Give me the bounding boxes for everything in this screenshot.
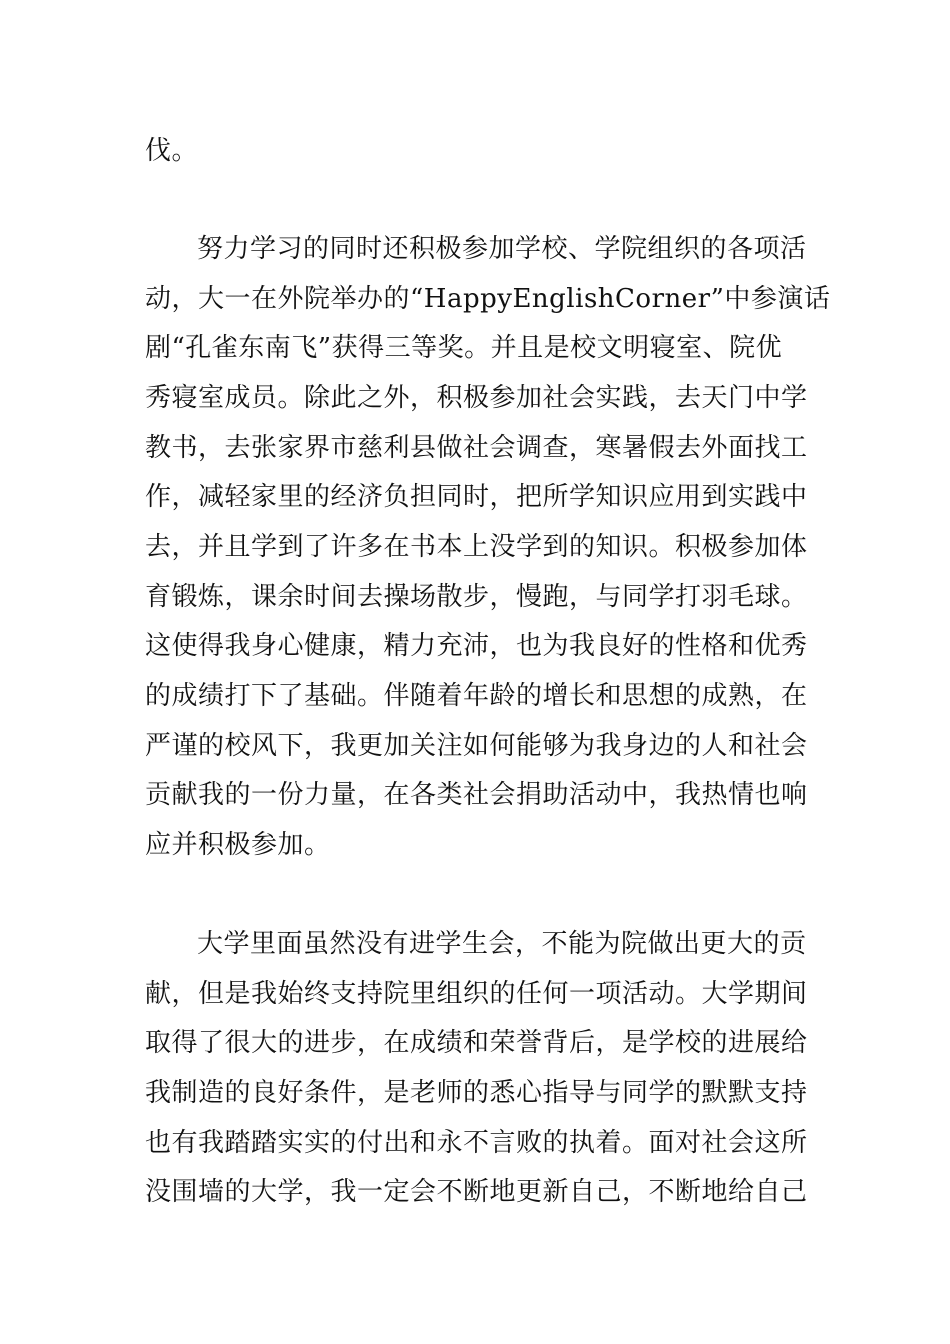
paragraph-2-line-4: 秀寝室成员。除此之外，积极参加社会实践，去天门中学 (145, 383, 808, 413)
paragraph-2-line-5: 教书，去张家界市慈利县做社会调查，寒暑假去外面找工 (145, 433, 808, 463)
paragraph-2-line-11: 严谨的校风下，我更加关注如何能够为我身边的人和社会 (145, 731, 808, 761)
paragraph-2-line-10: 的成绩打下了基础。伴随着年龄的增长和思想的成熟，在 (145, 681, 808, 711)
paragraph-3-line-1: 大学里面虽然没有进学生会，不能为院做出更大的贡 (197, 929, 807, 959)
paragraph-2-line-2: 动，大一在外院举办的“HappyEnglishCorner”中参演话 (145, 284, 831, 314)
paragraph-2-line-8: 育锻炼，课余时间去操场散步，慢跑，与同学打羽毛球。 (145, 582, 808, 612)
paragraph-2-line-13: 应并积极参加。 (145, 830, 331, 860)
paragraph-2-line-6: 作，减轻家里的经济负担同时，把所学知识应用到实践中 (145, 482, 808, 512)
paragraph-3-line-5: 也有我踏踏实实的付出和永不言败的执着。面对社会这所 (145, 1128, 808, 1158)
paragraph-3-line-6: 没围墙的大学，我一定会不断地更新自己，不断地给自己 (145, 1177, 808, 1207)
paragraph-2-line-3: 剧“孔雀东南飞”获得三等奖。并且是校文明寝室、院优 (145, 333, 783, 363)
paragraph-2-line-9: 这使得我身心健康，精力充沛，也为我良好的性格和优秀 (145, 631, 808, 661)
paragraph-2-line-1: 努力学习的同时还积极参加学校、学院组织的各项活 (197, 234, 807, 264)
paragraph-1-line-1: 伐。 (145, 136, 199, 166)
paragraph-3-line-2: 献，但是我始终支持院里组织的任何一项活动。大学期间 (145, 979, 808, 1009)
paragraph-2-line-7: 去，并且学到了许多在书本上没学到的知识。积极参加体 (145, 532, 808, 562)
paragraph-3-line-3: 取得了很大的进步，在成绩和荣誉背后，是学校的进展给 (145, 1028, 808, 1058)
paragraph-3-line-4: 我制造的良好条件，是老师的悉心指导与同学的默默支持 (145, 1078, 808, 1108)
paragraph-2-line-12: 贡献我的一份力量，在各类社会捐助活动中，我热情也响 (145, 780, 808, 810)
